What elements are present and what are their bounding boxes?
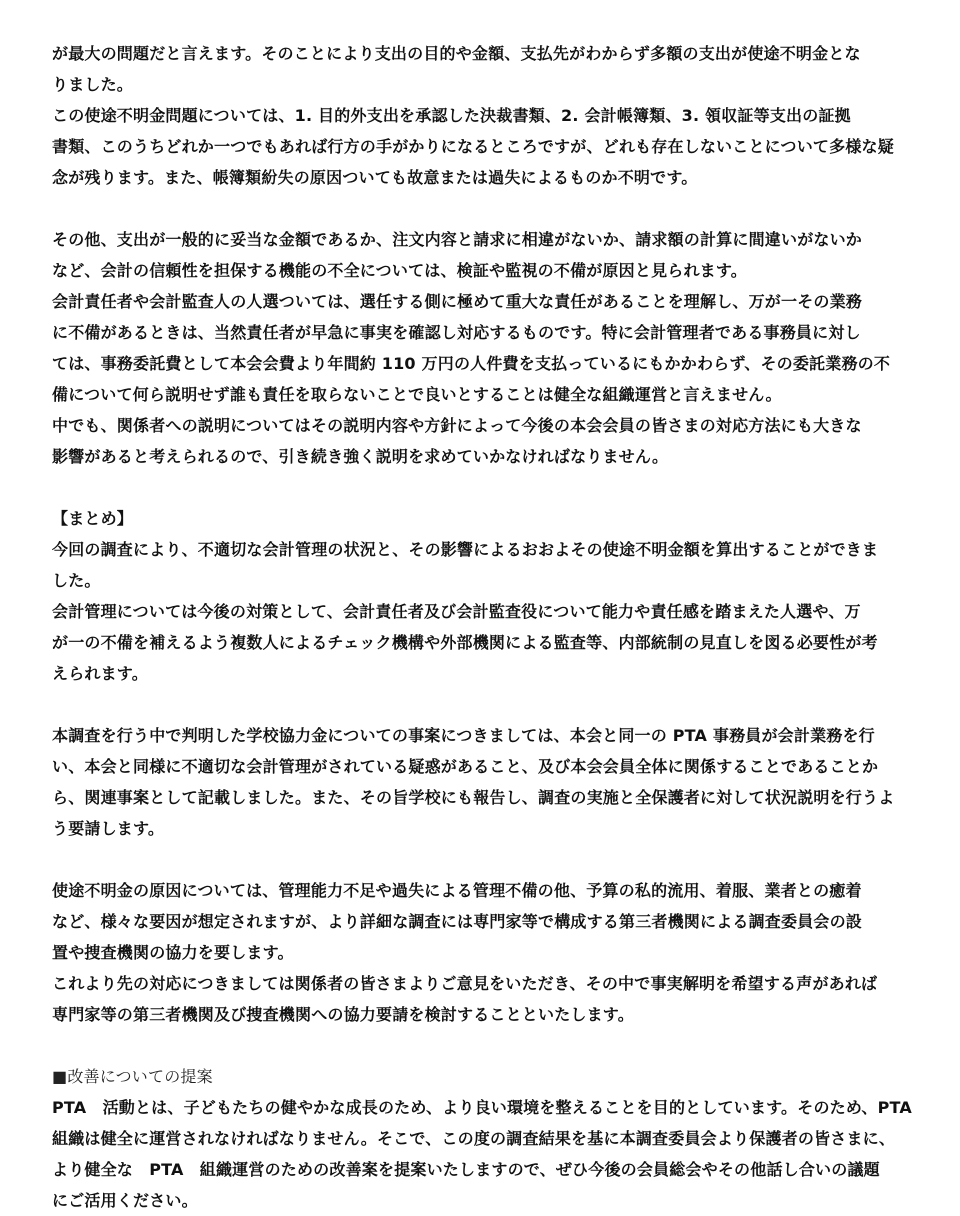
paragraph-gap xyxy=(52,689,912,720)
text-line: これより先の対応につきましては関係者の皆さまよりご意見をいただき、その中で事実解明を希望する声があれば xyxy=(52,974,878,993)
improvement-heading: ■改善についての提案 xyxy=(52,1067,213,1086)
document-page xyxy=(52,38,912,1216)
text-line: が一の不備を補えるよう複数人によるチェック機構や外部機関による監査等、内部統制の見直しを図る必要性が考 xyxy=(52,633,878,652)
text-line: 組織は健全に運営されなければなりません。そこで、この度の調査結果を基に本調査委員会より保護者の皆さまに、 xyxy=(52,1129,896,1148)
text-line: ては、事務委託費として本会会費より年間約 110 万円の人件費を支払っているにもかかわらず、その委託業務の不 xyxy=(52,354,891,373)
paragraph-unaccounted-funds xyxy=(52,38,912,193)
text-line: 専門家等の第三者機関及び捜査機関への協力要請を検討することといたします。 xyxy=(52,1005,634,1024)
text-line: 本調査を行う中で判明した学校協力金についての事案につきましては、本会と同一の PTA 事務員が会計業務を行 xyxy=(52,726,875,745)
text-line: ら、関連事案として記載しました。また、その旨学校にも報告し、調査の実施と全保護者に対して状況説明を行うよ xyxy=(52,788,895,807)
text-line: 会計管理については今後の対策として、会計責任者及び会計監査役について能力や責任感を踏まえた人選や、万 xyxy=(52,602,861,621)
text-line: りました。 xyxy=(52,75,134,94)
text-line: した。 xyxy=(52,571,101,590)
text-line: えられます。 xyxy=(52,664,148,683)
text-line: う要請します。 xyxy=(52,819,165,838)
text-line: にご活用ください。 xyxy=(52,1191,198,1210)
text-line: 備について何ら説明せず誰も責任を取らないことで良いとすることは健全な組織運営と言えません。 xyxy=(52,385,782,404)
text-line: が最大の問題だと言えます。そのことにより支出の目的や金額、支払先がわからず多額の支出が使途不明金とな xyxy=(52,44,861,63)
text-line: 会計責任者や会計監査人の人選ついては、選任する側に極めて重大な責任があることを理解し、万が一その業務 xyxy=(52,292,863,311)
text-line: い、本会と同様に不適切な会計管理がされている疑惑があること、及び本会会員全体に関係することであることか xyxy=(52,757,879,776)
summary-heading: 【まとめ】 xyxy=(52,509,134,528)
text-line: より健全な PTA 組織運営のための改善案を提案いたしますので、ぜひ今後の会員総会やその他話し合いの議題 xyxy=(52,1160,880,1179)
text-line: 今回の調査により、不適切な会計管理の状況と、その影響によるおおよその使途不明金額を算出することができま xyxy=(52,540,879,559)
text-line: この使途不明金問題については、1. 目的外支出を承認した決裁書類、2. 会計帳簿類、3. 領収証等支出の証拠 xyxy=(52,106,851,125)
section-improvement-proposal xyxy=(52,1061,912,1216)
text-line: など、様々な要因が想定されますが、より詳細な調査には専門家等で構成する第三者機関による調査委員会の設 xyxy=(52,912,863,931)
paragraph-school-contribution xyxy=(52,720,912,844)
text-line: PTA 活動とは、子どもたちの健やかな成長のため、より良い環境を整えることを目的としています。そのため、PTA xyxy=(52,1098,913,1117)
section-summary xyxy=(52,503,912,689)
text-line: 使途不明金の原因については、管理能力不足や過失による管理不備の他、予算の私的流用、着服、業者との癒着 xyxy=(52,881,862,900)
text-line: 念が残ります。また、帳簿類紛失の原因ついても故意または過失によるものか不明です。 xyxy=(52,168,698,187)
text-line: など、会計の信頼性を担保する機能の不全については、検証や監視の不備が原因と見られます。 xyxy=(52,261,748,280)
text-line: その他、支出が一般的に妥当な金額であるか、注文内容と請求に相違がないか、請求額の計算に間違いがないか xyxy=(52,230,863,249)
paragraph-causes xyxy=(52,875,912,1030)
paragraph-gap xyxy=(52,1030,912,1061)
paragraph-gap xyxy=(52,844,912,875)
text-line: 書類、このうちどれか一つでもあれば行方の手がかりになるところですが、どれも存在しないことについて多様な疑 xyxy=(52,137,894,156)
paragraph-reliability xyxy=(52,224,912,472)
text-line: 影響があると考えられるので、引き続き強く説明を求めていかなければなりません。 xyxy=(52,447,669,466)
text-line: 中でも、関係者への説明についてはその説明内容や方針によって今後の本会会員の皆さまの対応方法にも大きな xyxy=(52,416,862,435)
paragraph-gap xyxy=(52,193,912,224)
paragraph-gap xyxy=(52,472,912,503)
text-line: に不備があるときは、当然責任者が早急に事実を確認し対応するものです。特に会計管理者である事務員に対し xyxy=(52,323,861,342)
text-line: 置や捜査機関の協力を要します。 xyxy=(52,943,294,962)
